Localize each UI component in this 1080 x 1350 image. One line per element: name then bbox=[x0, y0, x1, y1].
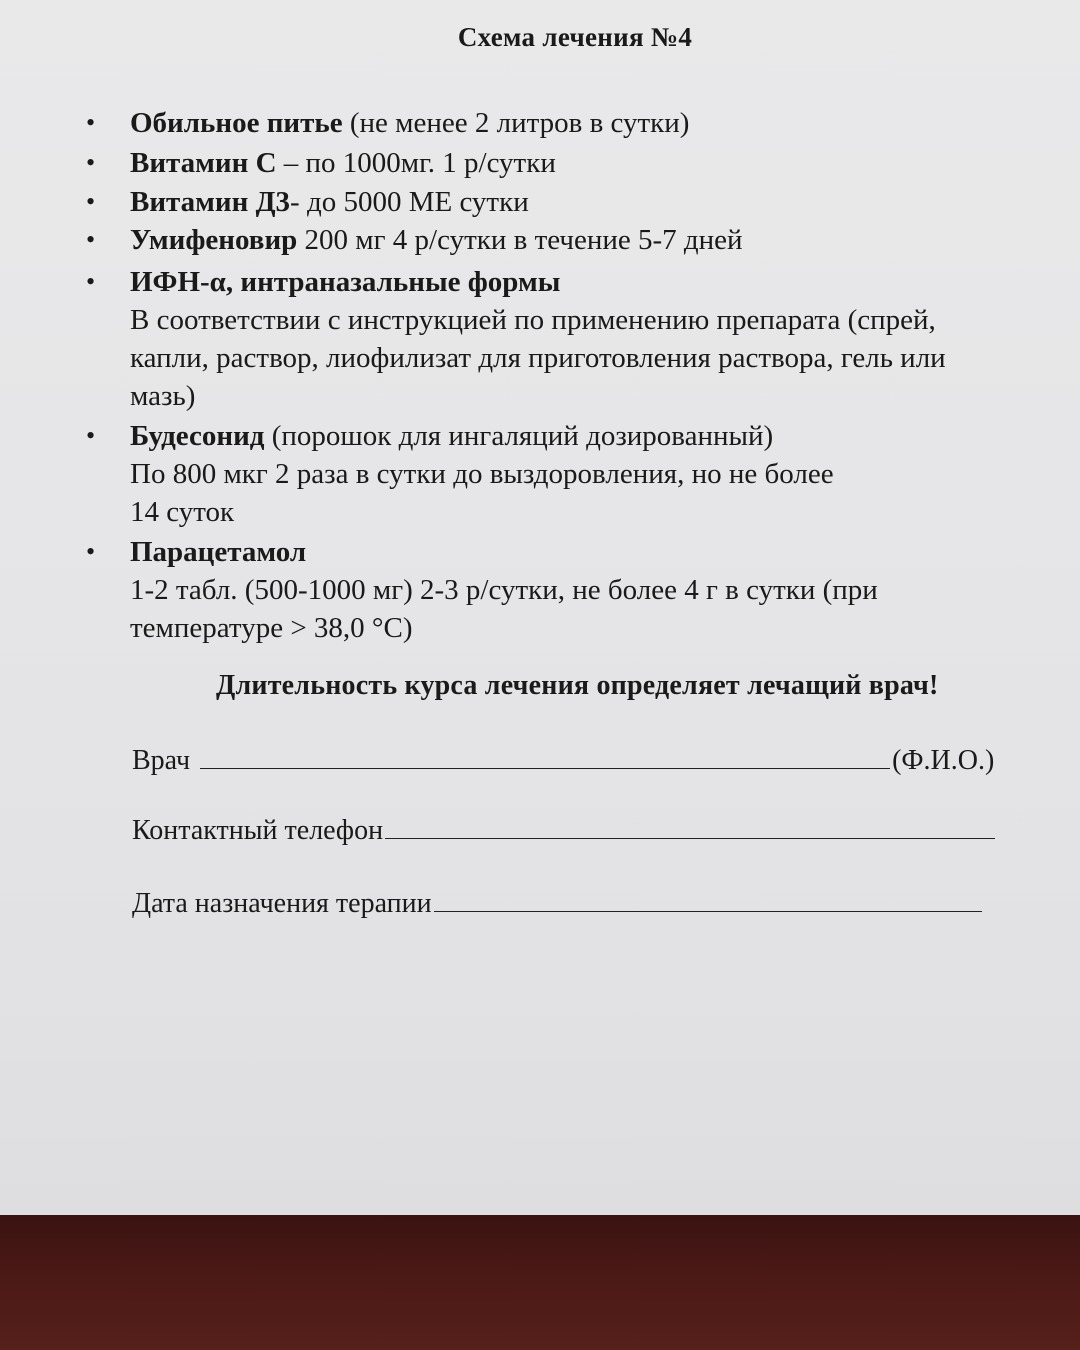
item-text: – по 1000мг. 1 р/сутки bbox=[276, 147, 556, 179]
item-text: (порошок для ингаляций дозированный) bbox=[264, 420, 774, 452]
item-name: Витамин Д3 bbox=[130, 186, 291, 218]
item-name: Обильное питье bbox=[130, 107, 343, 139]
list-item bbox=[86, 533, 1050, 647]
document-title: Схема лечения №4 bbox=[457, 22, 693, 52]
item-detail-line: 14 суток bbox=[130, 496, 235, 528]
bullet-icon: • bbox=[86, 187, 96, 216]
table-surface bbox=[0, 1215, 1080, 1350]
treatment-list bbox=[86, 104, 1050, 647]
list-item bbox=[86, 144, 1050, 182]
item-name: ИФН-α, интраназальные формы bbox=[130, 266, 561, 298]
phone-label: Контактный телефон bbox=[132, 815, 384, 846]
doctor-signature-line bbox=[200, 746, 890, 769]
item-name: Парацетамол bbox=[130, 536, 307, 568]
phone-line bbox=[385, 816, 995, 839]
doctor-label: Врач bbox=[132, 745, 191, 776]
bullet-icon: • bbox=[86, 108, 96, 137]
list-item bbox=[86, 417, 1050, 531]
doctor-field bbox=[132, 745, 994, 777]
item-name: Витамин С bbox=[130, 147, 277, 179]
item-text: (не менее 2 литров в сутки) bbox=[342, 107, 690, 139]
item-detail-line: 1-2 табл. (500-1000 мг) 2-3 р/сутки, не более 4 г в сутки (при bbox=[130, 574, 878, 606]
bullet-icon: • bbox=[86, 421, 96, 450]
item-detail-line: капли, раствор, лиофилизат для приготовления раствора, гель или bbox=[130, 342, 946, 374]
item-name: Умифеновир bbox=[130, 224, 298, 256]
phone-field bbox=[132, 815, 997, 847]
list-item bbox=[86, 104, 1050, 142]
item-detail-line: мазь) bbox=[130, 380, 196, 412]
bullet-icon: • bbox=[86, 148, 96, 177]
item-detail-line: В соответствии с инструкцией по применению препарата (спрей, bbox=[130, 304, 936, 336]
list-item bbox=[86, 263, 1050, 415]
date-label: Дата назначения терапии bbox=[132, 888, 432, 919]
duration-note: Длительность курса лечения определяет лечащий врач! bbox=[216, 670, 939, 701]
date-line bbox=[434, 889, 982, 912]
list-item bbox=[86, 183, 1050, 221]
bullet-icon: • bbox=[86, 225, 96, 254]
bullet-icon: • bbox=[86, 267, 96, 296]
bullet-icon: • bbox=[86, 537, 96, 566]
item-text: 200 мг 4 р/сутки в течение 5-7 дней bbox=[297, 224, 743, 256]
date-field bbox=[132, 888, 984, 920]
item-name: Будесонид bbox=[130, 420, 265, 452]
list-item bbox=[86, 221, 1050, 259]
item-detail-line: По 800 мкг 2 раза в сутки до выздоровления, но не более bbox=[130, 458, 834, 490]
item-detail-line: температуре > 38,0 °С) bbox=[130, 612, 413, 644]
item-text: - до 5000 МЕ сутки bbox=[290, 186, 529, 218]
doctor-name-hint: (Ф.И.О.) bbox=[892, 745, 995, 776]
